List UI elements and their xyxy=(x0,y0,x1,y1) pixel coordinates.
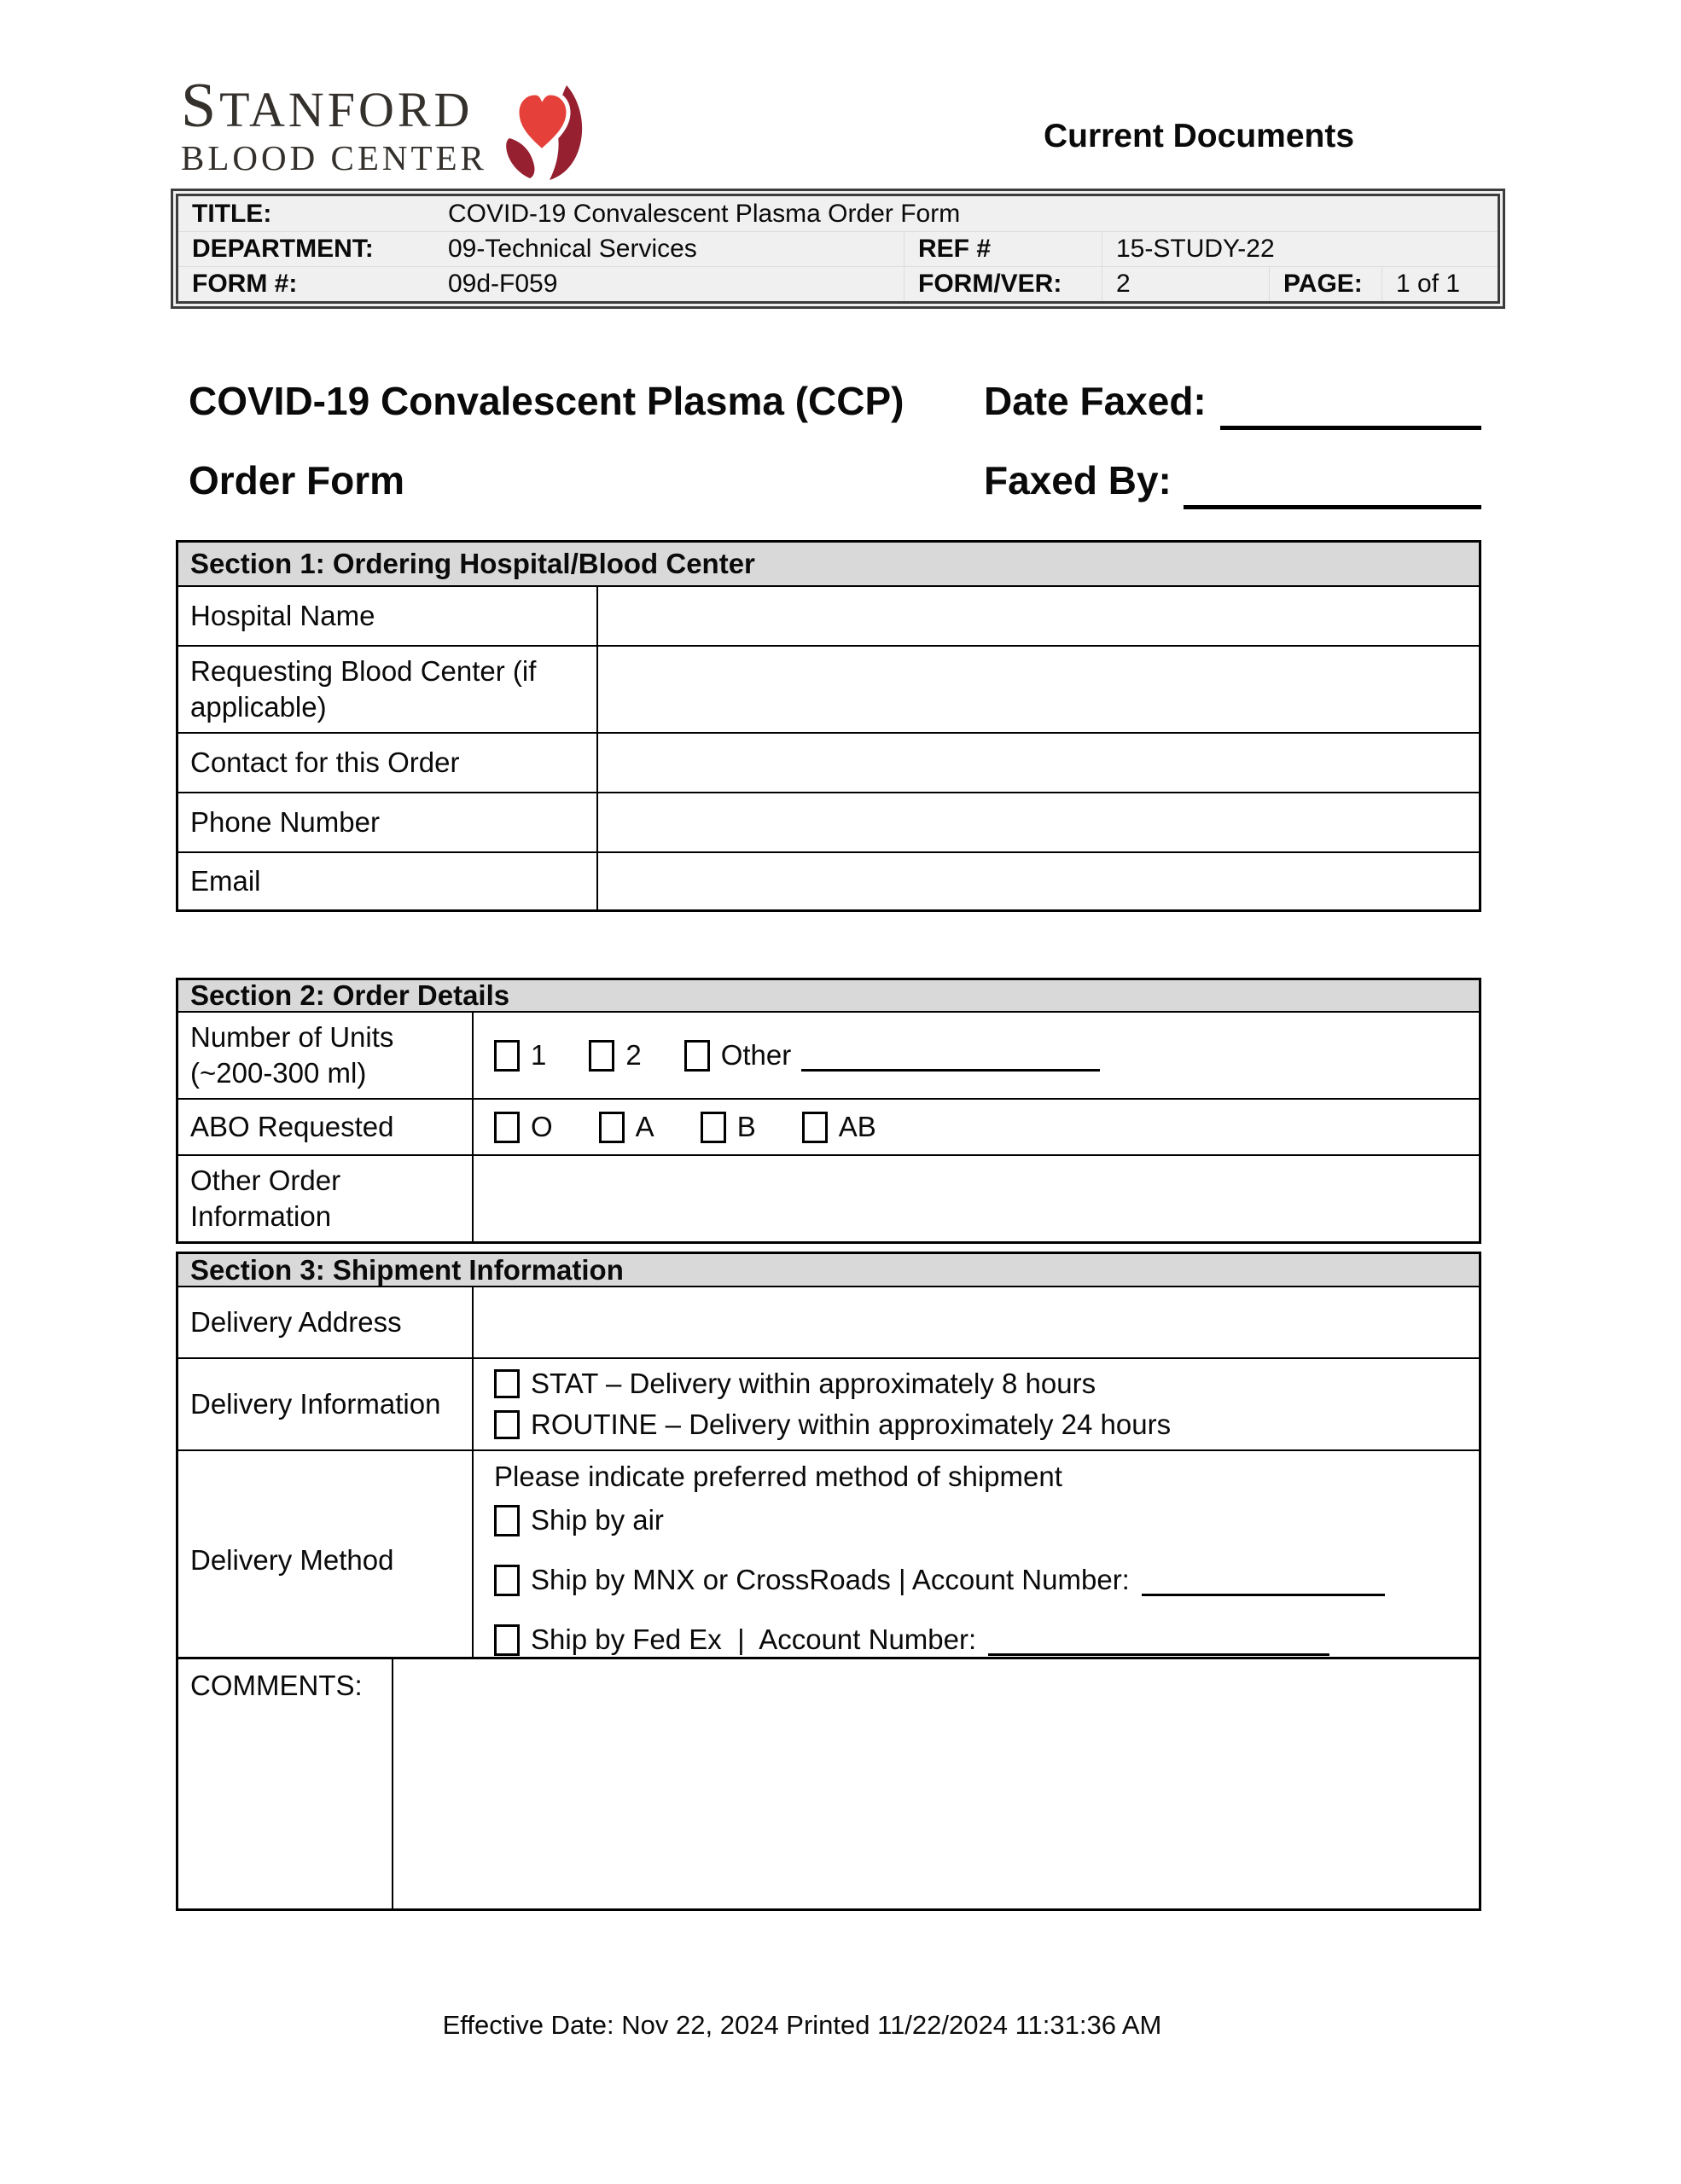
form-version-label: FORM/VER: xyxy=(904,266,1102,301)
units-other-checkbox[interactable] xyxy=(684,1040,710,1072)
delivery-address-label: Delivery Address xyxy=(178,1287,474,1357)
delivery-method-intro: Please indicate preferred method of shipment xyxy=(494,1461,1062,1492)
section2-header: Section 2: Order Details xyxy=(178,980,1479,1013)
date-faxed-write-line[interactable] xyxy=(1220,379,1481,430)
logo-rest: TANFORD xyxy=(219,82,474,137)
email-label: Email xyxy=(178,853,598,909)
routine-label: ROUTINE – Delivery within approximately 24 hours xyxy=(531,1409,1172,1440)
title-label: TITLE: xyxy=(192,199,272,228)
delivery-method-label: Delivery Method xyxy=(178,1451,474,1670)
department-label: DEPARTMENT: xyxy=(178,231,434,266)
table-row xyxy=(178,853,1479,909)
table-row xyxy=(178,734,1479,793)
units-option-1 xyxy=(494,1037,546,1073)
table-row xyxy=(178,1156,1479,1241)
form-number-value: 09d-F059 xyxy=(434,266,904,301)
delivery-information-label: Delivery Information xyxy=(178,1359,474,1449)
abo-b-label: B xyxy=(736,1111,756,1142)
hospital-name-field[interactable] xyxy=(598,587,1479,645)
routine-checkbox[interactable] xyxy=(494,1410,520,1439)
ref-value: 15-STUDY-22 xyxy=(1102,231,1498,266)
ship-by-mnx-option xyxy=(494,1562,1467,1598)
abo-option-a xyxy=(599,1109,654,1145)
units-2-checkbox[interactable] xyxy=(589,1040,614,1072)
email-field[interactable] xyxy=(598,853,1479,909)
department-value: 09-Technical Services xyxy=(434,231,904,266)
section1-table xyxy=(176,540,1481,912)
contact-field[interactable] xyxy=(598,734,1479,792)
section3-table xyxy=(176,1252,1481,1672)
page-label: PAGE: xyxy=(1269,266,1381,301)
units-other-label: Other xyxy=(720,1039,792,1071)
document-control-header xyxy=(171,189,1505,309)
effective-date-footer: Effective Date: Nov 22, 2024 Printed 11/22/2024 11:31:36 AM xyxy=(442,2010,1162,2040)
phone-number-label: Phone Number xyxy=(178,793,598,851)
ship-by-mnx-checkbox[interactable] xyxy=(494,1565,520,1596)
stat-checkbox[interactable] xyxy=(494,1369,520,1398)
page-value: 1 of 1 xyxy=(1381,266,1498,301)
stat-label: STAT – Delivery within approximately 8 hours xyxy=(531,1368,1096,1399)
table-row xyxy=(178,1013,1479,1100)
logo-line-stanford xyxy=(181,71,487,141)
other-order-info-label: Other Order Information xyxy=(178,1156,474,1241)
abo-a-label: A xyxy=(635,1111,654,1142)
table-row xyxy=(178,1359,1479,1451)
table-row xyxy=(178,587,1479,647)
units-1-label: 1 xyxy=(531,1039,547,1071)
phone-number-field[interactable] xyxy=(598,793,1479,851)
faxed-by-label: Faxed By: xyxy=(984,458,1172,502)
mnx-account-write-line[interactable] xyxy=(1142,1594,1385,1596)
abo-requested-label: ABO Requested xyxy=(178,1100,474,1154)
ship-by-fedex-label: Ship by Fed Ex | Account Number: xyxy=(531,1623,977,1655)
section2-table xyxy=(176,978,1481,1244)
faxed-by-row xyxy=(984,458,1481,502)
ref-label: REF # xyxy=(904,231,1102,266)
abo-a-checkbox[interactable] xyxy=(599,1112,625,1143)
contact-label: Contact for this Order xyxy=(178,734,598,792)
form-number-label: FORM #: xyxy=(178,266,434,301)
abo-ab-checkbox[interactable] xyxy=(802,1112,828,1143)
ship-by-fedex-checkbox[interactable] xyxy=(494,1624,520,1656)
comments-field[interactable] xyxy=(393,1659,1479,1908)
delivery-information-options xyxy=(474,1359,1479,1449)
stanford-blood-center-logo xyxy=(181,71,586,181)
logo-wordmark xyxy=(181,71,487,177)
table-row xyxy=(178,1659,1479,1908)
current-documents-heading: Current Documents xyxy=(1043,118,1355,154)
abo-o-label: O xyxy=(531,1111,553,1142)
routine-option xyxy=(494,1407,1467,1443)
ship-by-air-checkbox[interactable] xyxy=(494,1505,520,1536)
delivery-method-options xyxy=(474,1451,1479,1670)
logo-line-blood-center: BLOOD CENTER xyxy=(181,138,487,177)
heart-logo-icon xyxy=(501,82,586,181)
requesting-blood-center-label: Requesting Blood Center (if applicable) xyxy=(178,647,598,732)
units-option-2 xyxy=(589,1037,641,1073)
table-row xyxy=(178,1100,1479,1156)
title-value: COVID-19 Convalescent Plasma Order Form xyxy=(448,199,961,228)
stat-option xyxy=(494,1366,1467,1402)
comments-label: COMMENTS: xyxy=(178,1659,393,1908)
abo-b-checkbox[interactable] xyxy=(701,1112,726,1143)
units-2-label: 2 xyxy=(625,1039,642,1071)
section3-header: Section 3: Shipment Information xyxy=(178,1254,1479,1287)
form-title-line1: COVID-19 Convalescent Plasma (CCP) xyxy=(189,379,904,423)
table-row xyxy=(178,647,1479,734)
fedex-account-write-line[interactable] xyxy=(988,1653,1329,1656)
units-1-checkbox[interactable] xyxy=(494,1040,520,1072)
number-of-units-options xyxy=(474,1013,1479,1098)
abo-option-b xyxy=(701,1109,756,1145)
form-version-value: 2 xyxy=(1102,266,1269,301)
date-faxed-label: Date Faxed: xyxy=(984,379,1207,423)
section1-header: Section 1: Ordering Hospital/Blood Center xyxy=(178,543,1479,587)
form-title-line2: Order Form xyxy=(189,458,405,502)
ship-by-air-option xyxy=(494,1502,1467,1538)
abo-option-o xyxy=(494,1109,553,1145)
abo-ab-label: AB xyxy=(838,1111,876,1142)
abo-options xyxy=(474,1100,1479,1154)
logo-initial: S xyxy=(181,71,220,141)
ship-by-fedex-option xyxy=(494,1622,1467,1658)
table-row xyxy=(178,793,1479,853)
units-other-write-line[interactable] xyxy=(801,1069,1100,1072)
table-row xyxy=(178,1287,1479,1359)
table-row xyxy=(178,1451,1479,1670)
other-order-info-field[interactable] xyxy=(474,1156,1479,1241)
number-of-units-label: Number of Units (~200-300 ml) xyxy=(178,1013,474,1098)
date-faxed-row xyxy=(984,379,1481,423)
requesting-blood-center-field[interactable] xyxy=(598,647,1479,732)
units-option-other xyxy=(684,1037,1101,1073)
delivery-address-field[interactable] xyxy=(474,1287,1479,1357)
abo-option-ab xyxy=(802,1109,876,1145)
ship-by-air-label: Ship by air xyxy=(531,1504,664,1536)
hospital-name-label: Hospital Name xyxy=(178,587,598,645)
comments-table xyxy=(176,1657,1481,1911)
faxed-by-write-line[interactable] xyxy=(1184,458,1481,509)
abo-o-checkbox[interactable] xyxy=(494,1112,520,1143)
ship-by-mnx-label: Ship by MNX or CrossRoads | Account Number: xyxy=(531,1564,1130,1595)
